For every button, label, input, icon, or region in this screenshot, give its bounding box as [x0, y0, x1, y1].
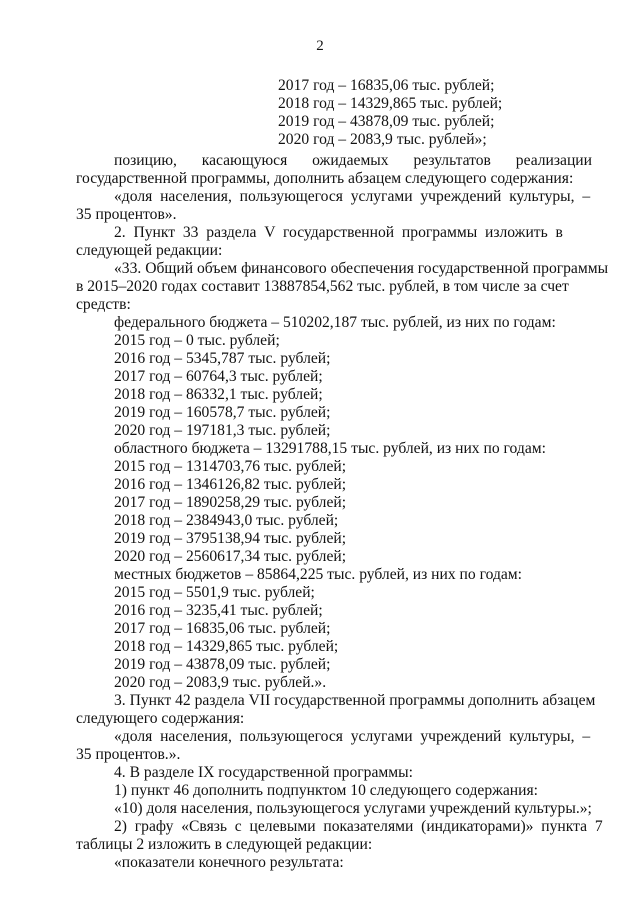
list-item: 2020 год – 2083,9 тыс. рублей»;: [278, 131, 487, 148]
paragraph-line: «33. Общий объем финансового обеспечения государственной программы: [114, 260, 609, 277]
list-item: 2017 год – 16835,06 тыс. рублей;: [114, 620, 331, 637]
list-item: 2018 год – 14329,865 тыс. рублей;: [114, 638, 339, 655]
section-header: федерального бюджета – 510202,187 тыс. рублей, из них по годам:: [114, 314, 556, 331]
paragraph-line: следующей редакции:: [76, 242, 223, 259]
list-item: 2018 год – 86332,1 тыс. рублей;: [114, 386, 323, 403]
list-item: 2017 год – 16835,06 тыс. рублей;: [278, 77, 495, 94]
section-header: местных бюджетов – 85864,225 тыс. рублей, из них по годам:: [114, 566, 523, 583]
paragraph-line: средств:: [76, 296, 131, 313]
list-item: 2016 год – 3235,41 тыс. рублей;: [114, 602, 323, 619]
list-item: 2019 год – 43878,09 тыс. рублей;: [114, 656, 331, 673]
page-number: 2: [316, 38, 324, 54]
list-item: 2019 год – 43878,09 тыс. рублей;: [278, 113, 495, 130]
list-item: 2016 год – 1346126,82 тыс. рублей;: [114, 476, 347, 493]
list-item: 2017 год – 60764,3 тыс. рублей;: [114, 368, 323, 385]
quote-line: 35 процентов.».: [76, 746, 181, 763]
paragraph-line: 2) графу «Связь с целевыми показателями (индикаторами)» пункта 7: [114, 818, 603, 835]
paragraph-line: в 2015–2020 годах составит 13887854,562 тыс. рублей, в том числе за счет: [76, 278, 569, 295]
list-item: 2017 год – 1890258,29 тыс. рублей;: [114, 494, 347, 511]
list-item: 2020 год – 2560617,34 тыс. рублей;: [114, 548, 347, 565]
paragraph-line: следующего содержания:: [76, 710, 245, 727]
list-item: 2020 год – 2083,9 тыс. рублей.».: [114, 674, 327, 691]
paragraph-line: 3. Пункт 42 раздела VII государственной программы дополнить абзацем: [114, 692, 596, 709]
paragraph-line: 4. В разделе IX государственной программы:: [114, 764, 413, 781]
list-item: 2015 год – 1314703,76 тыс. рублей;: [114, 458, 347, 475]
quote-line: 35 процентов».: [76, 206, 177, 223]
paragraph-line: «10) доля населения, пользующегося услугами учреждений культуры.»;: [114, 800, 592, 817]
paragraph-line: позицию, касающуюся ожидаемых результатов реализации: [114, 152, 592, 169]
quote-line: «доля населения, пользующегося услугами учреждений культуры, –: [114, 188, 591, 205]
paragraph-line: государственной программы, дополнить абзацем следующего содержания:: [76, 170, 574, 187]
list-item: 2019 год – 160578,7 тыс. рублей;: [114, 404, 331, 421]
quote-line: «доля населения, пользующегося услугами учреждений культуры, –: [114, 728, 591, 745]
list-item: 2015 год – 0 тыс. рублей;: [114, 332, 280, 349]
list-item: 2019 год – 3795138,94 тыс. рублей;: [114, 530, 347, 547]
paragraph-line: «показатели конечного результата:: [114, 854, 344, 871]
paragraph-line: 1) пункт 46 дополнить подпунктом 10 следующего содержания:: [114, 782, 539, 799]
paragraph-line: таблицы 2 изложить в следующей редакции:: [76, 836, 373, 853]
list-item: 2018 год – 2384943,0 тыс. рублей;: [114, 512, 339, 529]
paragraph-line: 2. Пункт 33 раздела V государственной программы изложить в: [114, 224, 563, 241]
section-header: областного бюджета – 13291788,15 тыс. рублей, из них по годам:: [114, 440, 546, 457]
list-item: 2018 год – 14329,865 тыс. рублей;: [278, 95, 503, 112]
list-item: 2015 год – 5501,9 тыс. рублей;: [114, 584, 315, 601]
list-item: 2020 год – 197181,3 тыс. рублей;: [114, 422, 331, 439]
list-item: 2016 год – 5345,787 тыс. рублей;: [114, 350, 331, 367]
